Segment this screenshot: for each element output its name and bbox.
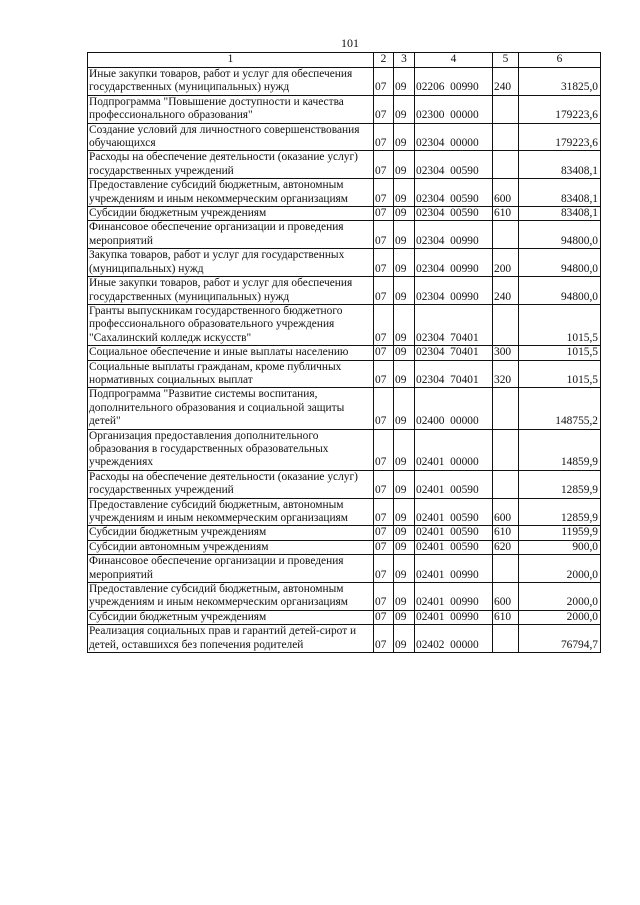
expense-type-cell: [493, 221, 519, 249]
section-code-cell: 07: [374, 277, 394, 305]
row-name-cell: Субсидии автономным учреждениям: [88, 540, 374, 554]
expense-type-cell: 620: [493, 540, 519, 554]
row-name-cell: Социальные выплаты гражданам, кроме публичных нормативных социальных выплат: [88, 360, 374, 388]
target-article-cell: 02304 00990: [415, 221, 493, 249]
amount-cell: 1015,5: [519, 346, 601, 360]
section-code-cell: 07: [374, 360, 394, 388]
amount-cell: 12859,9: [519, 498, 601, 526]
target-article-cell: 02401 00000: [415, 429, 493, 470]
subsection-code-cell: 09: [394, 360, 415, 388]
expense-type-cell: 240: [493, 277, 519, 305]
amount-cell: 94800,0: [519, 249, 601, 277]
table-row: [88, 610, 601, 624]
section-code-cell: 07: [374, 470, 394, 498]
subsection-code-cell: 09: [394, 498, 415, 526]
table-row: [88, 207, 601, 221]
row-name-cell: Финансовое обеспечение организации и проведения мероприятий: [88, 221, 374, 249]
subsection-code-cell: 09: [394, 151, 415, 179]
table-header-row: [88, 53, 601, 68]
row-name-cell: Предоставление субсидий бюджетным, автономным учреждениям и иным некоммерческим организациям: [88, 498, 374, 526]
target-article-cell: 02401 00990: [415, 610, 493, 624]
amount-cell: 2000,0: [519, 610, 601, 624]
target-article-cell: 02304 70401: [415, 346, 493, 360]
table-row: [88, 625, 601, 653]
column-header: 1: [88, 53, 374, 68]
target-article-cell: 02401 00590: [415, 470, 493, 498]
expense-type-cell: [493, 151, 519, 179]
subsection-code-cell: 09: [394, 610, 415, 624]
subsection-code-cell: 09: [394, 179, 415, 207]
column-header: 2: [374, 53, 394, 68]
row-name-cell: Финансовое обеспечение организации и проведения мероприятий: [88, 555, 374, 583]
subsection-code-cell: 09: [394, 583, 415, 611]
table-row: [88, 388, 601, 429]
amount-cell: 179223,6: [519, 123, 601, 151]
amount-cell: 94800,0: [519, 221, 601, 249]
amount-cell: 1015,5: [519, 360, 601, 388]
row-name-cell: Расходы на обеспечение деятельности (оказание услуг) государственных учреждений: [88, 470, 374, 498]
subsection-code-cell: 09: [394, 470, 415, 498]
section-code-cell: 07: [374, 304, 394, 345]
section-code-cell: 07: [374, 610, 394, 624]
section-code-cell: 07: [374, 388, 394, 429]
target-article-cell: 02402 00000: [415, 625, 493, 653]
expense-type-cell: [493, 388, 519, 429]
section-code-cell: 07: [374, 151, 394, 179]
amount-cell: 179223,6: [519, 95, 601, 123]
subsection-code-cell: 09: [394, 555, 415, 583]
amount-cell: 11959,9: [519, 526, 601, 540]
table-row: [88, 470, 601, 498]
expense-type-cell: 610: [493, 610, 519, 624]
target-article-cell: 02401 00990: [415, 583, 493, 611]
amount-cell: 1015,5: [519, 304, 601, 345]
expense-type-cell: 240: [493, 68, 519, 96]
table-row: [88, 95, 601, 123]
amount-cell: 12859,9: [519, 470, 601, 498]
row-name-cell: Субсидии бюджетным учреждениям: [88, 207, 374, 221]
row-name-cell: Субсидии бюджетным учреждениям: [88, 526, 374, 540]
row-name-cell: Расходы на обеспечение деятельности (оказание услуг) государственных учреждений: [88, 151, 374, 179]
target-article-cell: 02300 00000: [415, 95, 493, 123]
section-code-cell: 07: [374, 249, 394, 277]
target-article-cell: 02304 00990: [415, 249, 493, 277]
expense-type-cell: 600: [493, 179, 519, 207]
expense-type-cell: 320: [493, 360, 519, 388]
budget-table: [87, 52, 601, 653]
row-name-cell: Реализация социальных прав и гарантий детей-сирот и детей, оставшихся без попечения родителей: [88, 625, 374, 653]
expense-type-cell: 600: [493, 583, 519, 611]
subsection-code-cell: 09: [394, 625, 415, 653]
column-header: 5: [493, 53, 519, 68]
amount-cell: 31825,0: [519, 68, 601, 96]
target-article-cell: 02304 70401: [415, 304, 493, 345]
expense-type-cell: [493, 304, 519, 345]
section-code-cell: 07: [374, 429, 394, 470]
table-row: [88, 68, 601, 96]
table-row: [88, 346, 601, 360]
section-code-cell: 07: [374, 123, 394, 151]
page-number: 101: [341, 36, 359, 50]
row-name-cell: Субсидии бюджетным учреждениям: [88, 610, 374, 624]
target-article-cell: 02304 70401: [415, 360, 493, 388]
target-article-cell: 02401 00590: [415, 540, 493, 554]
column-header: 4: [415, 53, 493, 68]
subsection-code-cell: 09: [394, 388, 415, 429]
table-row: [88, 277, 601, 305]
subsection-code-cell: 09: [394, 346, 415, 360]
target-article-cell: 02304 00590: [415, 179, 493, 207]
amount-cell: 83408,1: [519, 151, 601, 179]
row-name-cell: Закупка товаров, работ и услуг для государственных (муниципальных) нужд: [88, 249, 374, 277]
row-name-cell: Подпрограмма "Развитие системы воспитания, дополнительного образования и социальной защиты детей": [88, 388, 374, 429]
table-row: [88, 221, 601, 249]
target-article-cell: 02400 00000: [415, 388, 493, 429]
target-article-cell: 02206 00990: [415, 68, 493, 96]
expense-type-cell: [493, 555, 519, 583]
row-name-cell: Предоставление субсидий бюджетным, автономным учреждениям и иным некоммерческим организациям: [88, 179, 374, 207]
target-article-cell: 02304 00990: [415, 277, 493, 305]
expense-type-cell: 610: [493, 526, 519, 540]
table-body: [88, 68, 601, 653]
table-row: [88, 429, 601, 470]
table-row: [88, 540, 601, 554]
expense-type-cell: 200: [493, 249, 519, 277]
table-row: [88, 304, 601, 345]
expense-type-cell: [493, 470, 519, 498]
section-code-cell: 07: [374, 95, 394, 123]
section-code-cell: 07: [374, 221, 394, 249]
expense-type-cell: [493, 625, 519, 653]
row-name-cell: Предоставление субсидий бюджетным, автономным учреждениям и иным некоммерческим организациям: [88, 583, 374, 611]
row-name-cell: Иные закупки товаров, работ и услуг для обеспечения государственных (муниципальных) нужд: [88, 277, 374, 305]
amount-cell: 83408,1: [519, 179, 601, 207]
section-code-cell: 07: [374, 555, 394, 583]
amount-cell: 148755,2: [519, 388, 601, 429]
table-row: [88, 526, 601, 540]
row-name-cell: Иные закупки товаров, работ и услуг для обеспечения государственных (муниципальных) нужд: [88, 68, 374, 96]
target-article-cell: 02401 00590: [415, 526, 493, 540]
subsection-code-cell: 09: [394, 207, 415, 221]
target-article-cell: 02401 00590: [415, 498, 493, 526]
section-code-cell: 07: [374, 68, 394, 96]
table-row: [88, 360, 601, 388]
amount-cell: 94800,0: [519, 277, 601, 305]
subsection-code-cell: 09: [394, 277, 415, 305]
table-row: [88, 179, 601, 207]
column-header: 6: [519, 53, 601, 68]
row-name-cell: Подпрограмма "Повышение доступности и качества профессионального образования": [88, 95, 374, 123]
target-article-cell: 02401 00990: [415, 555, 493, 583]
expense-type-cell: [493, 429, 519, 470]
expense-type-cell: 610: [493, 207, 519, 221]
subsection-code-cell: 09: [394, 526, 415, 540]
section-code-cell: 07: [374, 583, 394, 611]
table-row: [88, 498, 601, 526]
section-code-cell: 07: [374, 498, 394, 526]
expense-type-cell: [493, 95, 519, 123]
table-row: [88, 151, 601, 179]
amount-cell: 2000,0: [519, 555, 601, 583]
subsection-code-cell: 09: [394, 429, 415, 470]
subsection-code-cell: 09: [394, 68, 415, 96]
amount-cell: 900,0: [519, 540, 601, 554]
column-header: 3: [394, 53, 415, 68]
amount-cell: 76794,7: [519, 625, 601, 653]
amount-cell: 83408,1: [519, 207, 601, 221]
subsection-code-cell: 09: [394, 123, 415, 151]
target-article-cell: 02304 00590: [415, 151, 493, 179]
amount-cell: 14859,9: [519, 429, 601, 470]
amount-cell: 2000,0: [519, 583, 601, 611]
target-article-cell: 02304 00590: [415, 207, 493, 221]
row-name-cell: Гранты выпускникам государственного бюджетного профессионального образовательного учреждения "Сахалинский колледж искусств": [88, 304, 374, 345]
section-code-cell: 07: [374, 179, 394, 207]
subsection-code-cell: 09: [394, 221, 415, 249]
section-code-cell: 07: [374, 625, 394, 653]
subsection-code-cell: 09: [394, 95, 415, 123]
section-code-cell: 07: [374, 526, 394, 540]
row-name-cell: Создание условий для личностного совершенствования обучающихся: [88, 123, 374, 151]
expense-type-cell: 300: [493, 346, 519, 360]
section-code-cell: 07: [374, 346, 394, 360]
expense-type-cell: 600: [493, 498, 519, 526]
table-row: [88, 123, 601, 151]
expense-type-cell: [493, 123, 519, 151]
target-article-cell: 02304 00000: [415, 123, 493, 151]
subsection-code-cell: 09: [394, 249, 415, 277]
subsection-code-cell: 09: [394, 304, 415, 345]
table-row: [88, 583, 601, 611]
row-name-cell: Организация предоставления дополнительного образования в государственных образовательных учреждениях: [88, 429, 374, 470]
table-row: [88, 555, 601, 583]
section-code-cell: 07: [374, 540, 394, 554]
row-name-cell: Социальное обеспечение и иные выплаты населению: [88, 346, 374, 360]
section-code-cell: 07: [374, 207, 394, 221]
table-row: [88, 249, 601, 277]
subsection-code-cell: 09: [394, 540, 415, 554]
